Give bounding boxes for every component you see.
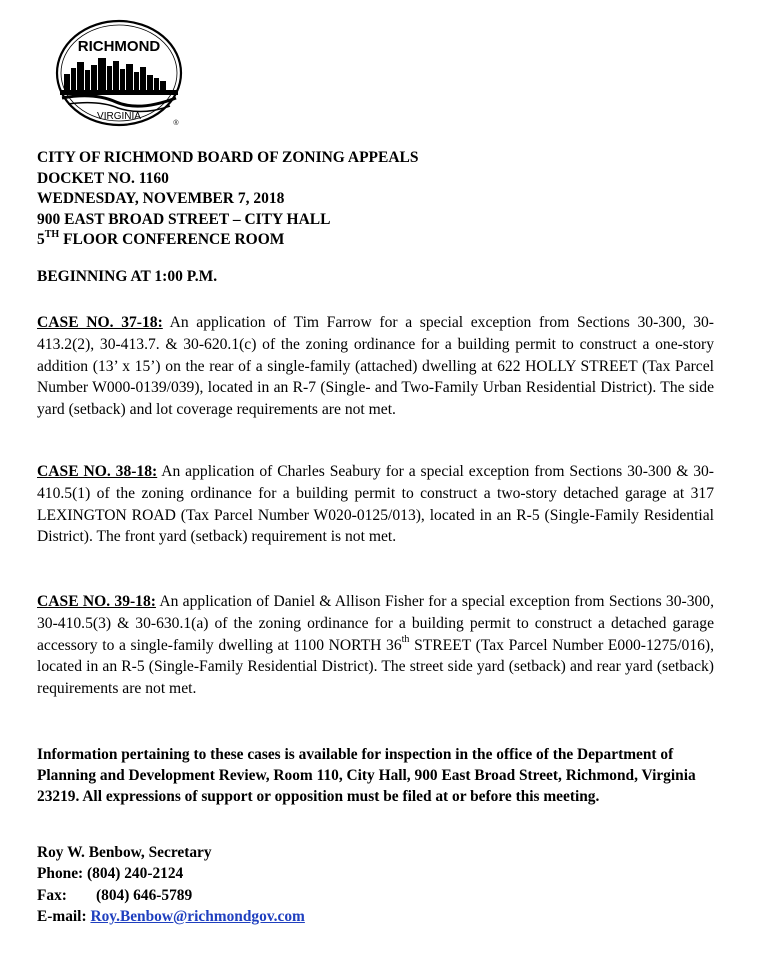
contact-email — [37, 906, 305, 927]
case-label: CASE NO. 37-18: — [37, 314, 163, 331]
case-39-18 — [37, 591, 714, 700]
floor-suffix: TH — [44, 228, 60, 240]
fax-number: (804) 646-5789 — [96, 886, 193, 904]
fax-label: Fax: — [37, 886, 67, 904]
case-text-continued: STREET (Tax Parcel Number E000-1275/016), located in an R-5 (Single-Family Residential District). The street side yard (setback) and rear yard (setback) requirements are not met. — [37, 636, 714, 698]
case-label: CASE NO. 38-18: — [37, 463, 158, 480]
header-address: 900 EAST BROAD STREET – CITY HALL — [37, 210, 331, 228]
logo-bottom-text: VIRGINIA — [97, 111, 141, 122]
contact-block — [37, 842, 305, 927]
information-notice: Information pertaining to these cases is available for inspection in the office of the Department of Planning and Development Review, Room 110, City Hall, 900 East Broad Street, Richmond, Virginia 23219. All expressions of support or opposition must be filed at or before this meeting. — [37, 746, 696, 805]
case-text: An application of Tim Farrow for a special exception from Sections 30-300, 30-413.2(2), 30-413.7. & 30-620.1(c) of the zoning ordinance for a building permit to construct a one-story addition (13’ x 15’) on the rear of a single-family (attached) dwelling at 622 HOLLY STREET (Tax Parcel Number W000-0139/039), located in an R-7 (Single- and Two-Family Urban Residential District). The side yard (setback) and lot coverage requirements are not met. — [37, 314, 714, 419]
case-38-18 — [37, 461, 714, 548]
case-label: CASE NO. 39-18: — [37, 593, 156, 610]
logo-top-text: RICHMOND — [77, 38, 161, 55]
meeting-header — [37, 148, 419, 251]
ordinal-suffix: th — [401, 634, 410, 646]
floor-number: 5 — [37, 231, 45, 248]
case-text: An application of Daniel & Allison Fisher for a special exception from Sections 30-300, 30-410.5(3) & 30-630.1(a) of the zoning ordinance for a building permit to construct a detached garage accessory to a single-family dwelling at 1100 NORTH 36 — [37, 593, 714, 654]
header-docket-number: DOCKET NO. 1160 — [37, 169, 169, 187]
phone-number: (804) 240-2124 — [87, 865, 184, 883]
case-37-18 — [37, 312, 714, 421]
email-label: E-mail: — [37, 907, 87, 925]
registered-mark: ® — [173, 120, 179, 127]
contact-fax — [37, 885, 305, 906]
phone-label: Phone: — [37, 865, 84, 883]
start-time: BEGINNING AT 1:00 P.M. — [37, 268, 218, 285]
header-meeting-date: WEDNESDAY, NOVEMBER 7, 2018 — [37, 190, 285, 207]
contact-phone — [37, 863, 305, 884]
header-board-name: CITY OF RICHMOND BOARD OF ZONING APPEALS — [37, 149, 419, 166]
case-text: An application of Charles Seabury for a special exception from Sections 30-300 & 30-410.5(1) of the zoning ordinance for a building permit to construct a two-story detached garage at 317 LEXINGTON ROAD (Tax Parcel Number W020-0125/013), located in an R-5 (Single-Family Residential District). The front yard (setback) requirement is not met. — [37, 463, 714, 546]
contact-name: Roy W. Benbow, Secretary — [37, 844, 212, 861]
richmond-seal-logo — [54, 18, 184, 128]
header-room — [37, 230, 419, 251]
room-name: FLOOR CONFERENCE ROOM — [59, 231, 285, 248]
email-link[interactable]: Roy.Benbow@richmondgov.com — [90, 907, 305, 925]
